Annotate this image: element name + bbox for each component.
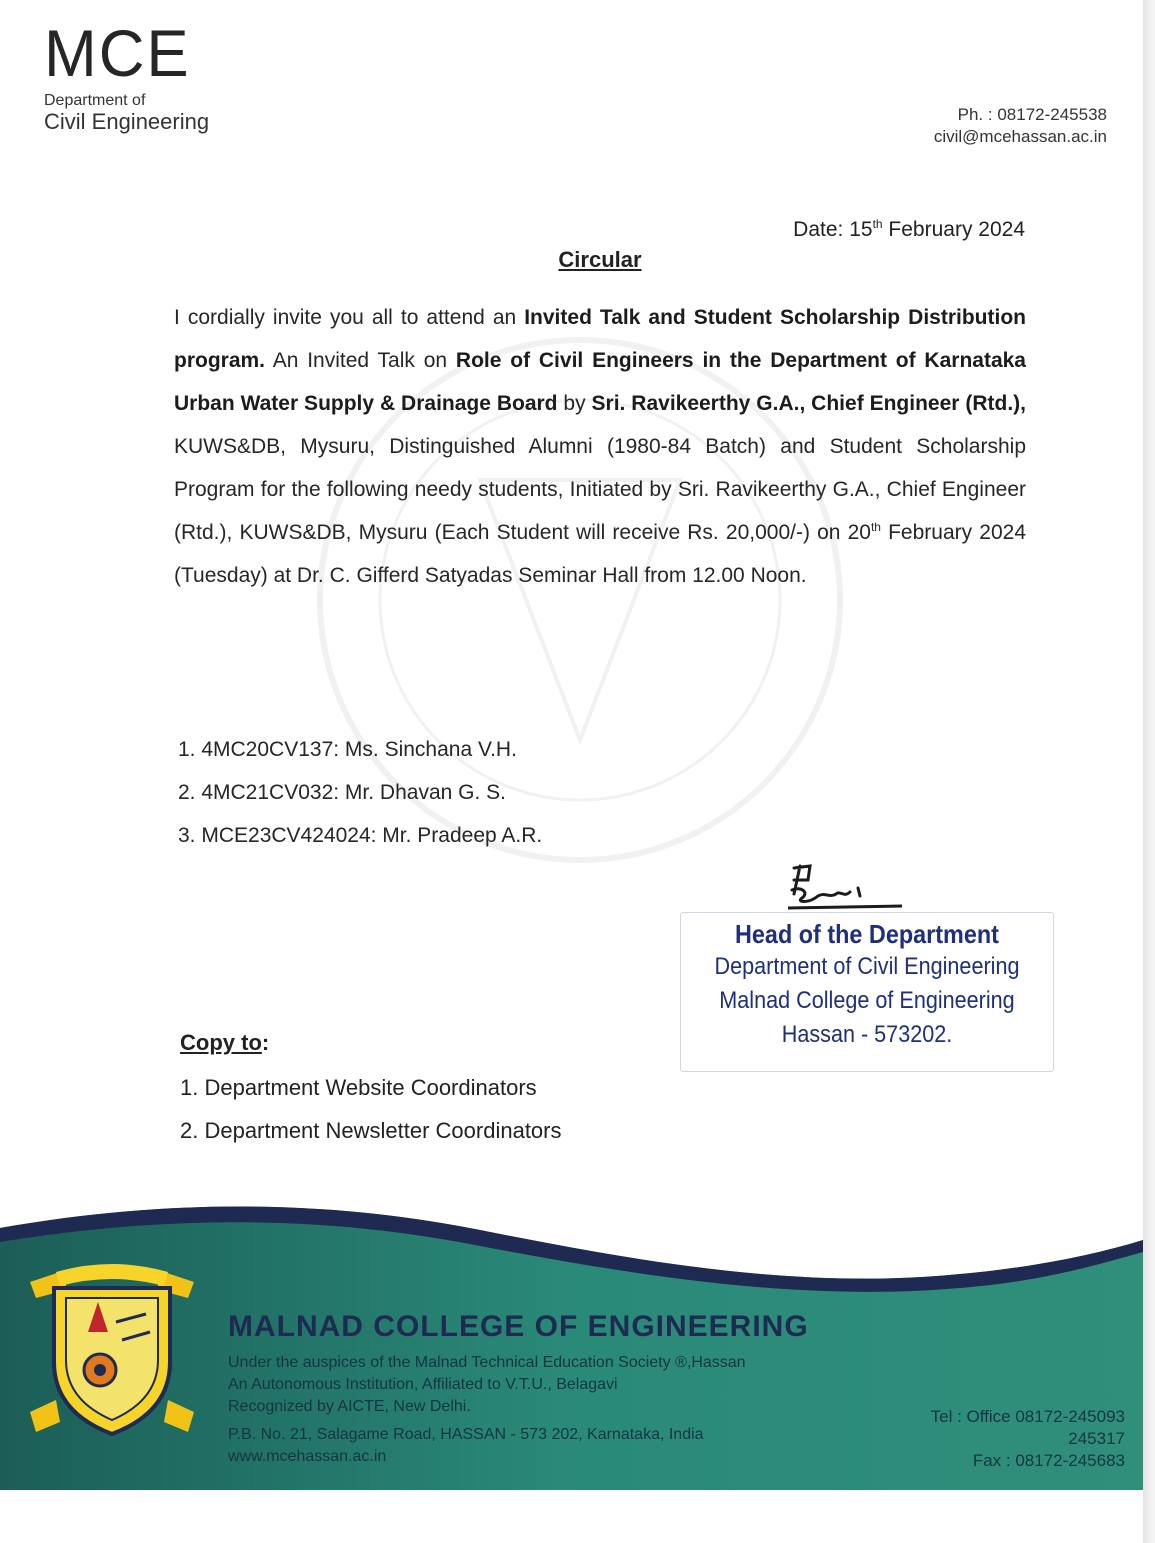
stamp-dept: Department of Civil Engineering <box>714 953 1020 980</box>
stamp-city: Hassan - 573202. <box>781 1021 953 1048</box>
list-item: 2. 4MC21CV032: Mr. Dhavan G. S. <box>178 781 506 804</box>
circular-date <box>793 217 1025 242</box>
body-text-2: An Invited Talk on <box>265 349 456 372</box>
phone-number: Ph. : 08172-245538 <box>957 105 1107 124</box>
date-day: Date: 15 <box>793 218 873 241</box>
body-bold-2: Role of Civil Engineers in the Department of Karnataka Urban Water Supply & Drainage Board <box>174 349 1026 415</box>
stamp-title: Head of the Department <box>735 919 999 949</box>
college-tel-alt: 245317 <box>1068 1429 1125 1448</box>
college-crest-icon <box>26 1262 198 1442</box>
college-society: Under the auspices of the Malnad Technical Education Society ®,Hassan <box>228 1354 746 1371</box>
date-month-year: February 2024 <box>882 218 1025 241</box>
college-website: www.mcehassan.ac.in <box>228 1448 387 1465</box>
college-tel-office: Tel : Office 08172-245093 <box>930 1407 1125 1426</box>
letterhead-contact <box>934 104 1107 148</box>
hod-signature <box>778 858 908 918</box>
page-edge <box>1143 0 1155 1543</box>
body-text-3: by <box>557 392 592 415</box>
letterhead-logo <box>44 18 209 134</box>
list-item: 3. MCE23CV424024: Mr. Pradeep A.R. <box>178 824 543 847</box>
body-bold-3: Sri. Ravikeerthy G.A., Chief Engineer (Rtd.), <box>591 392 1027 415</box>
copy-to-list <box>180 1066 562 1152</box>
stamp-college: Malnad College of Engineering <box>719 987 1015 1014</box>
body-text-1: I cordially invite you all to attend an <box>174 306 525 329</box>
logo-civil-line: Civil Engineering <box>44 109 210 134</box>
copy-to-heading <box>180 1030 269 1056</box>
college-fax: Fax : 08172-245683 <box>972 1451 1125 1470</box>
copy-to-label: Copy to <box>180 1030 262 1055</box>
body-text-4: KUWS&DB, Mysuru, Distinguished Alumni (1980-84 Batch) and Student Scholarship Program for the following needy students, Initiated by Sri. Ravikeerthy G.A., Chief Engineer (Rtd.), KUWS&DB, Mysuru (Each Student will receive Rs. 20,000/-) on 20 <box>174 435 1026 544</box>
body-bold-1: Invited Talk and Student Scholarship Distribution program. <box>174 306 1026 372</box>
list-item: 1. Department Website Coordinators <box>180 1075 537 1100</box>
email-address: civil@mcehassan.ac.in <box>933 127 1107 146</box>
college-postal: P.B. No. 21, Salagame Road, HASSAN - 573 202, Karnataka, India <box>228 1426 704 1443</box>
body-text-5: February 2024 (Tuesday) at Dr. C. Gifferd Satyadas Seminar Hall from 12.00 Noon. <box>174 521 1026 587</box>
logo-dept-line: Department of <box>44 92 146 109</box>
copy-to-colon: : <box>261 1030 270 1055</box>
college-name: MALNAD COLLEGE OF ENGINEERING <box>228 1310 809 1343</box>
body-sup: th <box>870 520 881 534</box>
college-phone-fax <box>931 1406 1125 1472</box>
mce-logo: MCE <box>44 16 191 90</box>
list-item: 2. Department Newsletter Coordinators <box>180 1118 562 1143</box>
hod-stamp <box>680 912 1054 1072</box>
college-affiliation: An Autonomous Institution, Affiliated to V.T.U., Belagavi <box>228 1376 618 1393</box>
college-address <box>228 1352 746 1468</box>
circular-body <box>174 296 1026 597</box>
list-item: 1. 4MC20CV137: Ms. Sinchana V.H. <box>178 738 517 761</box>
college-recognition: Recognized by AICTE, New Delhi. <box>228 1398 471 1415</box>
student-list <box>178 728 542 857</box>
date-sup: th <box>872 217 883 231</box>
page-title: Circular <box>558 247 642 272</box>
